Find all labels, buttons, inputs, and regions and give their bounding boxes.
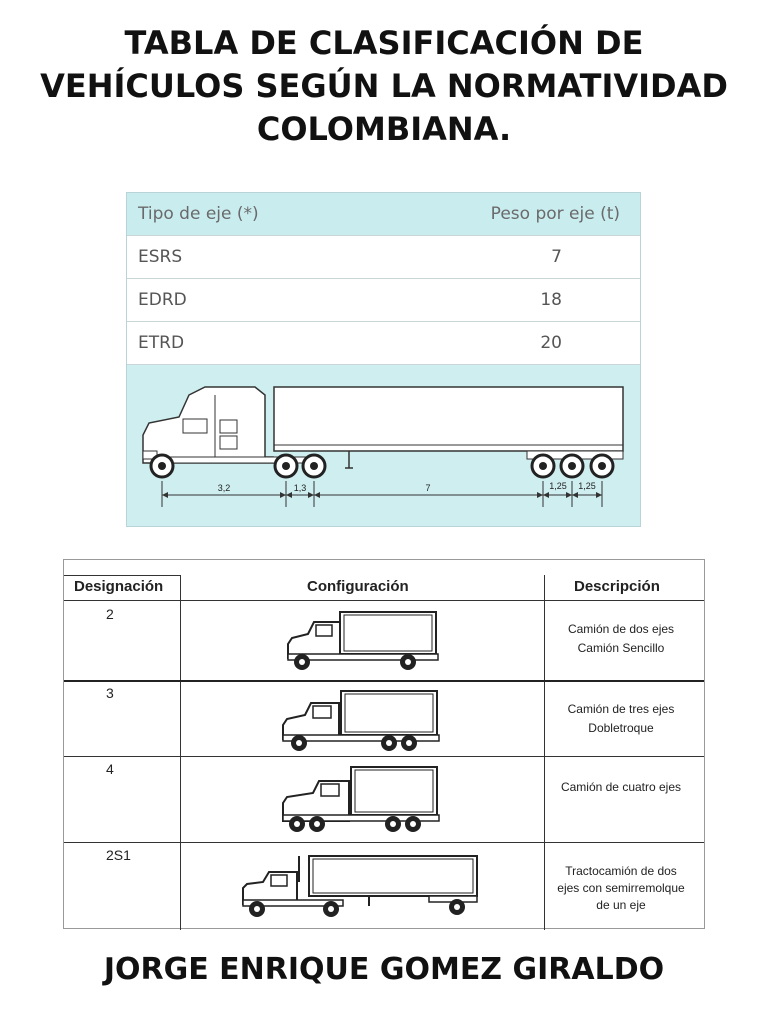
axle-weight-cell: 7 [551,247,562,267]
dimension-label: 1,25 [549,481,567,491]
author-name: JORGE ENRIQUE GOMEZ GIRALDO [103,952,665,987]
title-line-3: COLOMBIANA. [256,110,512,148]
configuration-header: Configuración [307,578,409,595]
description-line: de un eje [596,898,646,912]
page-title [0,22,768,151]
description-line: ejes con semirremolque [557,881,685,895]
description-line: Camión de tres ejes [567,702,675,716]
description-line: Tractocamión de dos [565,864,677,878]
axle-table-row [127,236,640,279]
axle-weight-cell: 20 [540,333,562,353]
vehicle-classification-table [63,559,705,929]
row-divider [64,756,704,757]
row-divider [64,680,704,682]
axle-type-cell: ETRD [138,333,185,353]
axle-weight-table [126,192,641,527]
tractor-trailer-dimension-icon [127,365,640,526]
designation-cell: 4 [106,761,114,777]
dimension-label: 1,25 [578,481,596,491]
designation-header: Designación [74,578,164,595]
designation-cell: 2S1 [106,847,131,863]
description-cell [546,863,696,914]
description-line: Dobletroque [588,721,654,735]
header-top-rule [64,575,180,576]
axle-table-row [127,322,640,365]
column-divider [180,575,181,930]
dimension-label: 1,3 [293,483,307,493]
dimension-label: 7 [425,483,431,493]
header-bottom-rule [64,600,704,601]
designation-cell: 3 [106,685,114,701]
description-line: Camión de cuatro ejes [560,780,682,794]
axle-type-cell: EDRD [138,290,187,310]
three-axle-truck-icon [279,687,444,751]
description-line: Camión de dos ejes [567,622,675,636]
title-line-1: TABLA DE CLASIFICACIÓN DE [124,24,644,62]
description-cell [546,620,696,658]
tractor-semitrailer-icon [239,852,489,918]
row-divider [64,842,704,843]
truck-axle-diagram [127,365,640,526]
dimension-label: 3,2 [217,483,231,493]
axle-weight-cell: 18 [540,290,562,310]
title-line-2: VEHÍCULOS SEGÚN LA NORMATIVIDAD [40,67,728,105]
description-cell [546,778,696,797]
axle-table-row [127,279,640,322]
description-header: Descripción [574,578,660,595]
designation-cell: 2 [106,606,114,622]
four-axle-truck-icon [279,763,444,833]
two-axle-truck-icon [284,608,444,670]
column-divider [544,575,545,930]
axle-table-header [127,193,640,236]
axle-type-cell: ESRS [138,247,183,267]
description-line: Camión Sencillo [577,641,665,655]
description-cell [546,700,696,738]
axle-type-header: Tipo de eje (*) [138,204,259,224]
axle-weight-header: Peso por eje (t) [490,204,620,224]
